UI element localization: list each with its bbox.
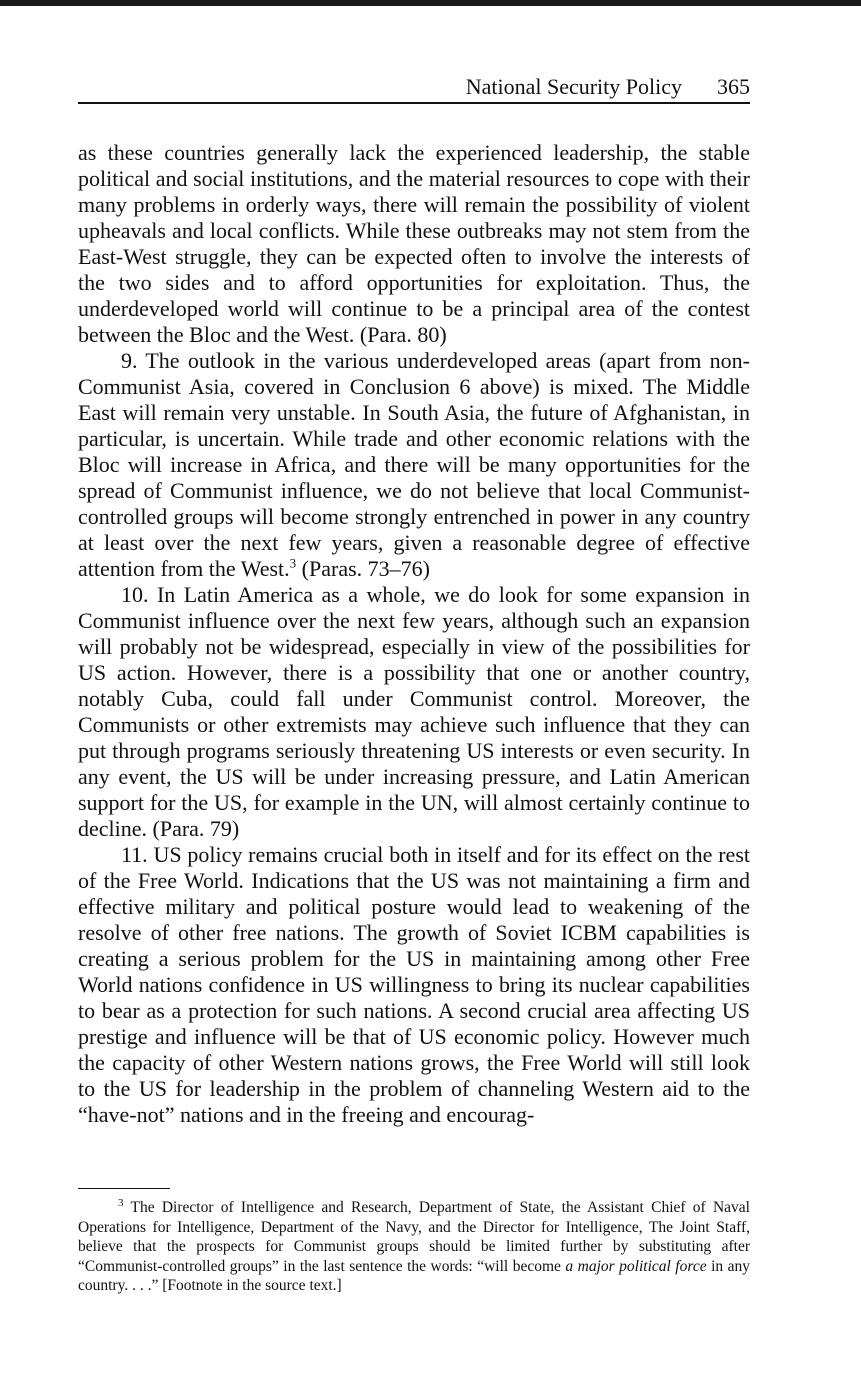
page-number: 365 — [717, 74, 750, 99]
footnote-reference: 3 — [289, 555, 297, 571]
top-edge-bar — [0, 0, 861, 6]
body-text — [78, 140, 750, 1128]
paragraph-11: 11. US policy remains crucial both in itself and for its effect on the rest of the Free World. Indications that the US was not maintaining a firm and effective military and political posture would lead to weakening of the resolve of other free nations. The growth of Soviet ICBM capabilities is creating a serious problem for the US in maintaining among other Free World nations confidence in US willingness to bring its nuclear capabilities to bear as a protection for such nations. A second crucial area affecting US prestige and influence will be that of US economic policy. However much the capacity of other Western nations grows, the Free World will still look to the US for leadership in the problem of channeling Western aid to the “have-not” nations and in the freeing and encourag- — [78, 842, 750, 1127]
footnote-marker: 3 — [118, 1196, 124, 1209]
running-header — [78, 72, 750, 104]
paragraph-9-tail: (Paras. 73–76) — [296, 556, 430, 581]
header-title: National Security Policy — [465, 74, 682, 99]
footnote-italic-text: a major political force — [565, 1257, 707, 1275]
paragraph-9 — [78, 348, 750, 582]
footnote-text-start: The Director of Intelligence and Research, Department of State, the Assistant Chief of Naval Operations for Intelligence, Department of the Navy, and the Director for Intelligence, The Joint Staff, believe that the prospects for Communist groups should be limited further by substituting after “Communist-controlled groups” in the last sentence the words: “will become — [78, 1199, 750, 1275]
footnote-text-end: in any country. . . .” [Footnote in the source text.] — [78, 1257, 750, 1294]
paragraph-9-text: 9. The outlook in the various underdeveloped areas (apart from non-Communist Asia, covered in Conclusion 6 above) is mixed. The Middle East will remain very unstable. In South Asia, the future of Afghanistan, in particular, is uncertain. While trade and other economic relations with the Bloc will increase in Africa, and there will be many opportunities for the spread of Communist influence, we do not believe that local Communist-controlled groups will become strongly entrenched in power in any country at least over the next few years, given a reasonable degree of effective attention from the West. — [78, 348, 750, 581]
footnote-divider — [78, 1188, 170, 1189]
paragraph-continued: as these countries generally lack the experienced leadership, the stable political and social institutions, and the material resources to cope with their many problems in orderly ways, there will remain the possibility of violent upheavals and local conflicts. While these outbreaks may not stem from the East-West struggle, they can be expected often to involve the interests of the two sides and to afford opportunities for exploitation. Thus, the underdeveloped world will continue to be a principal area of the contest between the Bloc and the West. (Para. 80) — [78, 140, 750, 347]
paragraph-10: 10. In Latin America as a whole, we do look for some expansion in Communist influence over the next few years, although such an expansion will probably not be widespread, especially in view of the possibilities for US action. However, there is a possibility that one or another country, notably Cuba, could fall under Communist control. Moreover, the Communists or other extremists may achieve such influence that they can put through programs seriously threatening US interests or even security. In any event, the US will be under increasing pressure, and Latin American support for the US, for example in the UN, will almost certainly continue to decline. (Para. 79) — [78, 582, 750, 841]
footnote — [78, 1198, 750, 1296]
